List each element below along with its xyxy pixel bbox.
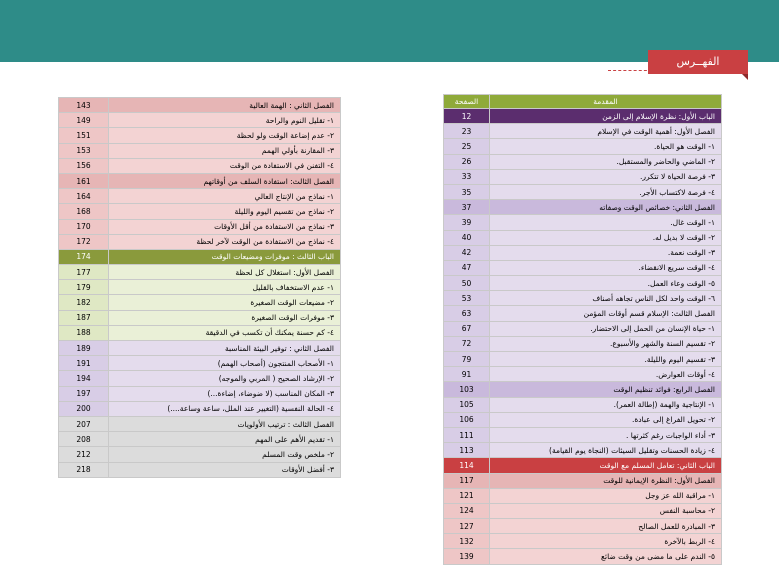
- toc-row: [59, 265, 341, 280]
- toc-entry-page: 200: [59, 401, 109, 416]
- toc-entry-page: 63: [444, 306, 490, 321]
- toc-entry-title: ٤- أوقات العوارض.: [490, 367, 722, 382]
- toc-entry-title: ٦- الوقت واحد لكل الناس تجاهه أصناف: [490, 291, 722, 306]
- toc-entry-page: 174: [59, 249, 109, 264]
- toc-entry-title: ١- الوقت هو الحياة.: [490, 139, 722, 154]
- toc-row: [59, 219, 341, 234]
- toc-row: [444, 443, 722, 458]
- toc-entry-title: ١- عدم الاستخفاف بالقليل: [109, 280, 341, 295]
- toc-row: [444, 109, 722, 124]
- toc-entry-title: ٤- التفنن في الاستفادة من الوقت: [109, 158, 341, 173]
- toc-row: [59, 341, 341, 356]
- tab-fold-corner: [742, 74, 748, 80]
- toc-row: [444, 139, 722, 154]
- toc-row: [59, 280, 341, 295]
- toc-entry-title: ١- الوقت غال.: [490, 215, 722, 230]
- toc-entry-title: ١- تقديم الأهم على المهم: [109, 432, 341, 447]
- toc-entry-page: 47: [444, 260, 490, 275]
- toc-entry-title: ٤- كم حسنة يمكنك أن تكسب في الدقيقة: [109, 325, 341, 340]
- toc-entry-title: الفصل الثاني: خصائص الوقت وصفاته: [490, 200, 722, 215]
- toc-entry-page: 113: [444, 443, 490, 458]
- toc-entry-page: 218: [59, 462, 109, 477]
- toc-row: [59, 189, 341, 204]
- toc-entry-page: 179: [59, 280, 109, 295]
- toc-entry-title: الفصل الثاني : توفير البيئة المناسبة: [109, 341, 341, 356]
- toc-table-left: [58, 97, 341, 478]
- toc-entry-title: ٤- الوقت سريع الانقضاء.: [490, 260, 722, 275]
- toc-row: [444, 321, 722, 336]
- toc-entry-page: 182: [59, 295, 109, 310]
- toc-entry-title: ٣- المبادرة للعمل الصالح: [490, 519, 722, 534]
- toc-entry-page: 194: [59, 371, 109, 386]
- toc-entry-page: 188: [59, 325, 109, 340]
- toc-entry-title: الفصل الأول: النظرة الإيمانية للوقت: [490, 473, 722, 488]
- toc-row: [444, 473, 722, 488]
- toc-row: [444, 245, 722, 260]
- toc-entry-page: 67: [444, 321, 490, 336]
- toc-row: [444, 184, 722, 199]
- toc-entry-page: 164: [59, 189, 109, 204]
- toc-entry-page: 149: [59, 113, 109, 128]
- toc-entry-page: 111: [444, 427, 490, 442]
- toc-row: [59, 356, 341, 371]
- toc-entry-page: 79: [444, 352, 490, 367]
- toc-entry-page: 35: [444, 184, 490, 199]
- col-page-header: الصفحة: [444, 95, 490, 109]
- toc-row: [59, 295, 341, 310]
- toc-row: [444, 367, 722, 382]
- toc-entry-page: 168: [59, 204, 109, 219]
- toc-entry-title: ٢- عدم إضاعة الوقت ولو لحظة: [109, 128, 341, 143]
- toc-row: [444, 519, 722, 534]
- toc-row: [59, 204, 341, 219]
- toc-entry-page: 37: [444, 200, 490, 215]
- toc-row: [59, 113, 341, 128]
- toc-entry-page: 177: [59, 265, 109, 280]
- toc-entry-title: ٤- الربط بالآخرة: [490, 534, 722, 549]
- toc-entry-page: 40: [444, 230, 490, 245]
- toc-entry-title: ١- الأصحاب المنتجون (أصحاب الهمم): [109, 356, 341, 371]
- toc-entry-title: ٢- محاسبة النفس: [490, 503, 722, 518]
- toc-row: [444, 549, 722, 564]
- toc-entry-page: 132: [444, 534, 490, 549]
- toc-row: [444, 306, 722, 321]
- toc-row: [59, 386, 341, 401]
- toc-row: [444, 397, 722, 412]
- toc-entry-title: ١- نماذج من الإنتاج العالي: [109, 189, 341, 204]
- toc-entry-title: ٣- فرصة الحياة لا تتكرر.: [490, 169, 722, 184]
- toc-entry-page: 26: [444, 154, 490, 169]
- toc-entry-page: 42: [444, 245, 490, 260]
- toc-row: [59, 416, 341, 431]
- toc-entry-page: 39: [444, 215, 490, 230]
- toc-entry-title: الفصل الأول: أهمية الوقت في الإسلام: [490, 124, 722, 139]
- toc-entry-title: الباب الأول: نظرة الإسلام إلى الزمن: [490, 109, 722, 124]
- toc-entry-page: 25: [444, 139, 490, 154]
- toc-entry-title: الفصل الرابع: فوائد تنظيم الوقت: [490, 382, 722, 397]
- toc-entry-page: 12: [444, 109, 490, 124]
- toc-row: [444, 412, 722, 427]
- toc-row: [444, 382, 722, 397]
- toc-entry-title: الفصل الثاني : الهمة العالية: [109, 98, 341, 113]
- toc-entry-title: ٢- تقسيم السنة والشهر والأسبوع.: [490, 336, 722, 351]
- toc-entry-title: ٤- زيادة الحسنات وتقليل السيئات (النجاة يوم القيامة): [490, 443, 722, 458]
- toc-row: [59, 249, 341, 264]
- tab-dashed-line: [608, 70, 652, 71]
- toc-entry-page: 143: [59, 98, 109, 113]
- toc-header-row: [444, 95, 722, 109]
- toc-row: [59, 310, 341, 325]
- toc-entry-title: ٢- الوقت لا بديل له.: [490, 230, 722, 245]
- toc-row: [444, 260, 722, 275]
- toc-entry-page: 191: [59, 356, 109, 371]
- toc-entry-title: ٣- الوقت نعمة.: [490, 245, 722, 260]
- toc-row: [59, 401, 341, 416]
- toc-entry-title: الفصل الثالث: استفادة السلف من أوقاتهم: [109, 173, 341, 188]
- toc-entry-page: 151: [59, 128, 109, 143]
- toc-entry-page: 172: [59, 234, 109, 249]
- toc-table-right: [443, 94, 722, 565]
- toc-entry-title: ١- تقليل النوم والراحة: [109, 113, 341, 128]
- toc-entry-title: ٣- المكان المناسب (لا ضوضاء، إضاءة...): [109, 386, 341, 401]
- toc-row: [444, 200, 722, 215]
- toc-row: [444, 291, 722, 306]
- toc-row: [59, 447, 341, 462]
- toc-row: [59, 432, 341, 447]
- toc-entry-title: ٣- أفضل الأوقات: [109, 462, 341, 477]
- toc-entry-title: ١- الإنتاجية والهمة (إطالة العمر).: [490, 397, 722, 412]
- toc-entry-page: 153: [59, 143, 109, 158]
- toc-entry-title: ٣- المقارنة بأولي الهمم: [109, 143, 341, 158]
- toc-entry-title: ٤- نماذج من الاستفادة من الوقت لآخر لحظة: [109, 234, 341, 249]
- toc-entry-page: 156: [59, 158, 109, 173]
- toc-entry-title: الفصل الأول: استغلال كل لحظة: [109, 265, 341, 280]
- toc-row: [59, 325, 341, 340]
- toc-entry-title: الفصل الثالث: الإسلام قسم أوقات المؤمن: [490, 306, 722, 321]
- toc-row: [444, 534, 722, 549]
- index-tab-label: الفهــرس: [648, 50, 748, 74]
- toc-entry-title: ٤- فرصة لاكتساب الأجر.: [490, 184, 722, 199]
- toc-entry-page: 23: [444, 124, 490, 139]
- toc-entry-title: الباب الثالث : موفرات ومضيعات الوقت: [109, 249, 341, 264]
- toc-entry-page: 161: [59, 173, 109, 188]
- toc-row: [444, 124, 722, 139]
- toc-row: [444, 336, 722, 351]
- toc-row: [59, 173, 341, 188]
- toc-row: [59, 371, 341, 386]
- toc-entry-title: ٥- الندم على ما مضى من وقت ضائع: [490, 549, 722, 564]
- toc-entry-title: ٤- الحالة النفسية (التغيير عند الملل، ساعة وساعة....): [109, 401, 341, 416]
- toc-row: [59, 158, 341, 173]
- toc-entry-title: ٥- الوقت وعاء العمل.: [490, 276, 722, 291]
- toc-row: [444, 169, 722, 184]
- toc-entry-title: ٢- تحويل الفراغ إلى عبادة.: [490, 412, 722, 427]
- toc-entry-page: 72: [444, 336, 490, 351]
- toc-row: [444, 488, 722, 503]
- toc-row: [59, 98, 341, 113]
- toc-row: [59, 128, 341, 143]
- toc-row: [444, 458, 722, 473]
- toc-entry-title: ٢- الماضي والحاضر والمستقبل.: [490, 154, 722, 169]
- toc-entry-page: 50: [444, 276, 490, 291]
- toc-entry-page: 105: [444, 397, 490, 412]
- toc-entry-page: 189: [59, 341, 109, 356]
- toc-entry-page: 91: [444, 367, 490, 382]
- toc-entry-title: ٣- تقسيم اليوم والليلة.: [490, 352, 722, 367]
- toc-entry-page: 170: [59, 219, 109, 234]
- toc-entry-title: ٢- الإرشاد الصحيح ( المربي والموجه): [109, 371, 341, 386]
- toc-entry-page: 127: [444, 519, 490, 534]
- toc-row: [444, 427, 722, 442]
- toc-row: [444, 503, 722, 518]
- toc-row: [59, 462, 341, 477]
- toc-entry-page: 117: [444, 473, 490, 488]
- toc-entry-title: ٢- نماذج من تقسيم اليوم والليلة: [109, 204, 341, 219]
- toc-row: [444, 215, 722, 230]
- toc-row: [59, 143, 341, 158]
- toc-entry-title: ٢- مضيعات الوقت الصغيرة: [109, 295, 341, 310]
- toc-entry-title: ١- حياة الإنسان من الحمل إلى الاحتضار.: [490, 321, 722, 336]
- toc-entry-title: الفصل الثالث : ترتيب الأولويات: [109, 416, 341, 431]
- toc-entry-title: ١- مراقبة الله عز وجل: [490, 488, 722, 503]
- toc-entry-page: 124: [444, 503, 490, 518]
- toc-entry-page: 139: [444, 549, 490, 564]
- toc-row: [444, 230, 722, 245]
- toc-entry-title: الباب الثاني: تعامل المسلم مع الوقت: [490, 458, 722, 473]
- toc-entry-page: 207: [59, 416, 109, 431]
- toc-entry-page: 103: [444, 382, 490, 397]
- toc-entry-title: ٣- موفرات الوقت الصغيرة: [109, 310, 341, 325]
- toc-entry-title: ٢- ملخص وقت المسلم: [109, 447, 341, 462]
- toc-entry-page: 187: [59, 310, 109, 325]
- toc-row: [59, 234, 341, 249]
- toc-entry-page: 33: [444, 169, 490, 184]
- toc-row: [444, 276, 722, 291]
- toc-entry-page: 121: [444, 488, 490, 503]
- toc-entry-page: 208: [59, 432, 109, 447]
- toc-row: [444, 154, 722, 169]
- toc-entry-page: 212: [59, 447, 109, 462]
- toc-entry-title: ٣- نماذج من الاستفادة من أقل الأوقات: [109, 219, 341, 234]
- col-title-header: المقدمة: [490, 95, 722, 109]
- toc-entry-page: 197: [59, 386, 109, 401]
- toc-entry-page: 106: [444, 412, 490, 427]
- index-tab: [608, 50, 748, 74]
- toc-entry-title: ٣- أداء الواجبات رغم كثرتها .: [490, 427, 722, 442]
- toc-row: [444, 352, 722, 367]
- toc-entry-page: 114: [444, 458, 490, 473]
- toc-entry-page: 53: [444, 291, 490, 306]
